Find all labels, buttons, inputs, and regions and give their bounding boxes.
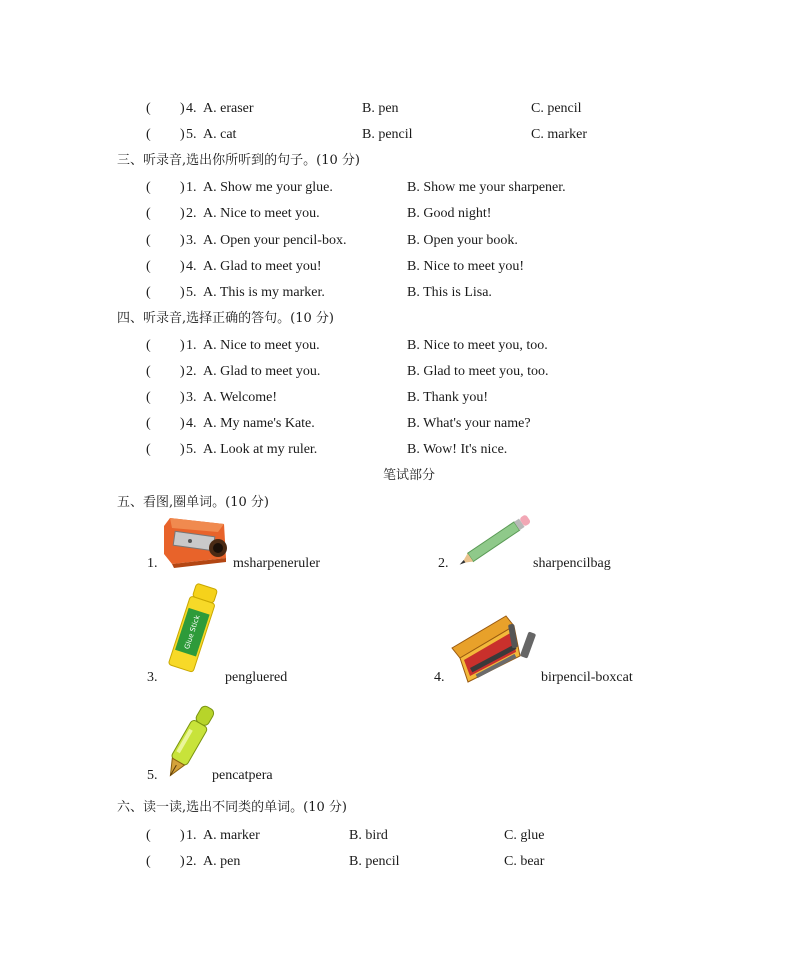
item-number: 2. [438, 556, 449, 571]
item-number: 4. [186, 101, 197, 116]
answer-paren-close: ) [180, 364, 185, 379]
answer-paren-close: ) [180, 338, 185, 353]
option-a: A. Nice to meet you. [203, 338, 320, 353]
item-number: 2. [186, 206, 197, 221]
option-a: A. eraser [203, 101, 254, 116]
item-number: 1. [186, 180, 197, 195]
answer-paren-open[interactable]: ( [146, 259, 151, 274]
answer-paren-close: ) [180, 854, 185, 869]
option-b: B. Nice to meet you, too. [407, 338, 548, 353]
answer-paren-close: ) [180, 127, 185, 142]
option-b: B. Open your book. [407, 233, 518, 248]
answer-paren-open[interactable]: ( [146, 416, 151, 431]
option-a: A. Glad to meet you! [203, 259, 322, 274]
item-number: 1. [186, 338, 197, 353]
option-c: C. pencil [531, 101, 582, 116]
option-a: A. This is my marker. [203, 285, 325, 300]
answer-paren-close: ) [180, 206, 185, 221]
item-number: 5. [186, 127, 197, 142]
answer-paren-close: ) [180, 285, 185, 300]
answer-paren-close: ) [180, 180, 185, 195]
option-b: B. bird [349, 828, 388, 843]
option-a: A. marker [203, 828, 260, 843]
item-number: 3. [186, 390, 197, 405]
letter-string[interactable]: msharpeneruler [233, 556, 321, 571]
option-b: B. What's your name? [407, 416, 531, 431]
section-5-title: 五、看图,圈单词。(10 分) [117, 495, 269, 510]
letter-string[interactable]: pencatpera [212, 768, 273, 783]
answer-paren-open[interactable]: ( [146, 390, 151, 405]
option-c: C. marker [531, 127, 587, 142]
answer-paren-open[interactable]: ( [146, 338, 151, 353]
answer-paren-close: ) [180, 259, 185, 274]
option-b: B. Glad to meet you, too. [407, 364, 549, 379]
option-a: A. pen [203, 854, 241, 869]
sharpener-icon [160, 514, 232, 570]
item-number: 5. [186, 442, 197, 457]
option-a: A. My name's Kate. [203, 416, 315, 431]
written-part-heading: 笔试部分 [383, 468, 436, 483]
answer-paren-close: ) [180, 233, 185, 248]
option-b: B. Wow! It's nice. [407, 442, 508, 457]
letter-string[interactable]: sharpencilbag [533, 556, 611, 571]
section-4-title: 四、听录音,选择正确的答句。(10 分) [117, 311, 334, 326]
option-b: B. Show me your sharpener. [407, 180, 566, 195]
option-a: A. cat [203, 127, 237, 142]
option-b: B. Thank you! [407, 390, 489, 405]
item-number: 3. [147, 670, 158, 685]
pen-icon [158, 700, 218, 786]
item-number: 2. [186, 854, 197, 869]
answer-paren-open[interactable]: ( [146, 442, 151, 457]
answer-paren-close: ) [180, 390, 185, 405]
glue-stick-label: Glue Stick [183, 614, 202, 651]
pencil-box-icon [446, 612, 544, 684]
item-number: 4. [186, 259, 197, 274]
glue-stick-icon [160, 580, 224, 680]
option-b: B. This is Lisa. [407, 285, 492, 300]
option-b: B. pencil [362, 127, 413, 142]
item-number: 1. [147, 556, 158, 571]
option-c: C. bear [504, 854, 545, 869]
letter-string[interactable]: birpencil-boxcat [541, 670, 633, 685]
answer-paren-open[interactable]: ( [146, 206, 151, 221]
letter-string[interactable]: pengluered [225, 670, 288, 685]
answer-paren-open[interactable]: ( [146, 101, 151, 116]
answer-paren-close: ) [180, 442, 185, 457]
option-a: A. Welcome! [203, 390, 278, 405]
option-a: A. Show me your glue. [203, 180, 333, 195]
option-b: B. Good night! [407, 206, 492, 221]
option-c: C. glue [504, 828, 545, 843]
answer-paren-open[interactable]: ( [146, 233, 151, 248]
section-3-title: 三、听录音,选出你所听到的句子。(10 分) [117, 153, 360, 168]
answer-paren-open[interactable]: ( [146, 364, 151, 379]
option-a: A. Open your pencil-box. [203, 233, 347, 248]
answer-paren-open[interactable]: ( [146, 828, 151, 843]
item-number: 4. [434, 670, 445, 685]
item-number: 4. [186, 416, 197, 431]
answer-paren-open[interactable]: ( [146, 180, 151, 195]
item-number: 2. [186, 364, 197, 379]
answer-paren-close: ) [180, 416, 185, 431]
item-number: 1. [186, 828, 197, 843]
option-b: B. Nice to meet you! [407, 259, 525, 274]
answer-paren-open[interactable]: ( [146, 127, 151, 142]
answer-paren-close: ) [180, 101, 185, 116]
answer-paren-close: ) [180, 828, 185, 843]
option-a: A. Look at my ruler. [203, 442, 318, 457]
pencil-icon [452, 512, 538, 572]
section-6-title: 六、读一读,选出不同类的单词。(10 分) [117, 800, 347, 815]
answer-paren-open[interactable]: ( [146, 854, 151, 869]
item-number: 3. [186, 233, 197, 248]
answer-paren-open[interactable]: ( [146, 285, 151, 300]
item-number: 5. [147, 768, 158, 783]
item-number: 5. [186, 285, 197, 300]
option-b: B. pencil [349, 854, 400, 869]
option-b: B. pen [362, 101, 399, 116]
option-a: A. Glad to meet you. [203, 364, 321, 379]
option-a: A. Nice to meet you. [203, 206, 320, 221]
